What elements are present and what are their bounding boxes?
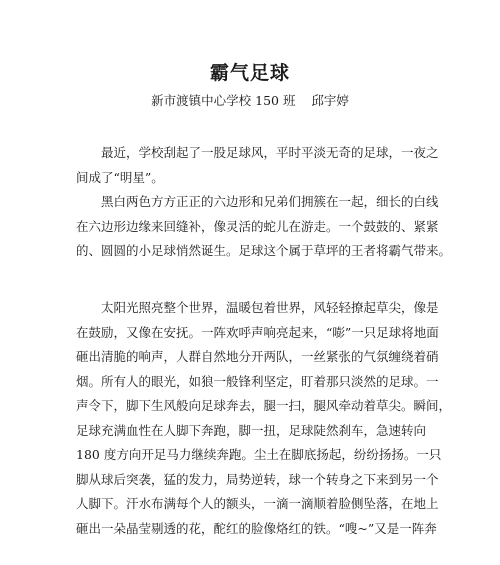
text-line: 间成了“明星”。 <box>76 169 164 185</box>
text-line: 在六边形边缘来回缝补，像灵活的蛇儿在游走。一个鼓鼓的、紧紧 <box>76 218 439 234</box>
text-line: 的、圆圆的小足球悄然诞生。足球这个属于草坪的王者将霸气带来。 <box>76 243 452 258</box>
text-line: 脚从球后突袭，猛的发力，局势逆转，球一个转身之下来到另一个 <box>76 471 439 487</box>
text-line: 黑白两色方方正正的六边形和兄弟们拥簇在一起，细长的白线 <box>101 194 439 209</box>
text-line: 砸出清脆的响声，人群自然地分开两队，一丝紧张的气氛缠绕着硝 <box>76 349 439 364</box>
text-line: 人脚下。汗水布满每个人的额头，一滴一滴顺着脸侧坠落，在地上 <box>76 496 439 511</box>
text-line: 声令下，脚下生风般向足球奔去，腿一扫，腿风牵动着草尖。瞬间， <box>76 398 452 413</box>
article-byline: 新市渡镇中心学校 150 班 邱宇婷 <box>151 93 349 108</box>
paragraph-3 <box>76 296 452 541</box>
text-line: 足球充满血性在人脚下奔跑，脚一扭，足球陡然刹车，急速转向 <box>76 422 427 438</box>
article-title: 霸气足球 <box>209 62 290 84</box>
text-line: 太阳光照亮整个世界，温暖包着世界，风轻轻撩起草尖，像是 <box>101 300 439 315</box>
text-line: 180 度方向开足马力继续奔跑。尘土在脚底扬起，纷纷扬扬。一只 <box>76 447 442 462</box>
text-line: 砸出一朵晶莹剔透的花，酡红的脸像烙红的铁。“嗖~”又是一阵奔 <box>76 520 437 536</box>
text-line: 最近，学校刮起了一股足球风，平时平淡无奇的足球，一夜之 <box>101 145 439 160</box>
text-line: 在鼓励，又像在安抚。一阵欢呼声响亮起来，“嘭”一只足球将地面 <box>76 324 439 340</box>
text-line: 烟。所有人的眼光，如狼一般锋利坚定，盯着那只淡然的足球。一 <box>76 373 439 389</box>
paragraph-2 <box>76 190 452 264</box>
paragraph-1 <box>76 141 439 190</box>
